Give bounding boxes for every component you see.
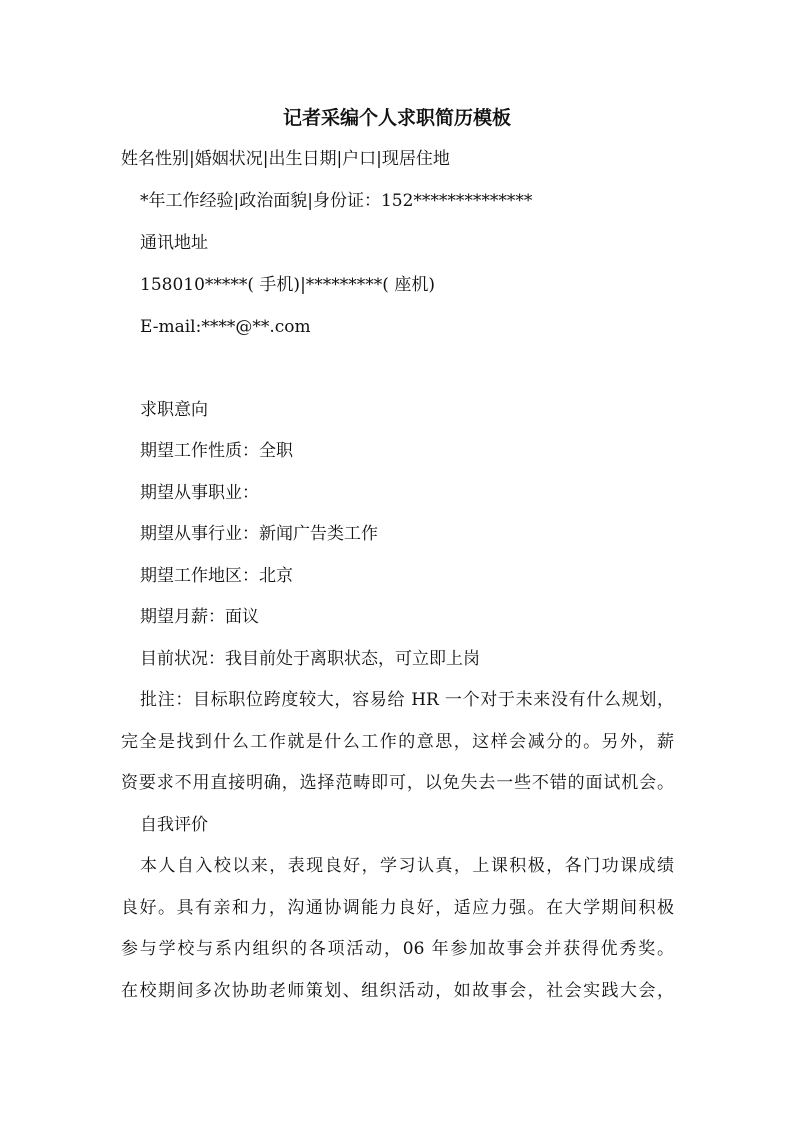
- job-intention-item: 期望工作性质：全职: [140, 441, 293, 461]
- phone-line: 158010*****( 手机)|*********( 座机): [140, 275, 435, 295]
- page-title: 记者采编个人求职简历模板: [282, 107, 511, 129]
- self-evaluation-line: 在校期间多次协助老师策划、组织活动，如故事会，社会实践大会，: [121, 981, 674, 1001]
- job-intention-item: 期望月薪：面议: [140, 607, 259, 627]
- job-intention-item: 期望从事行业：新闻广告类工作: [140, 524, 378, 544]
- email-line: E-mail:****@**.com: [140, 317, 311, 337]
- note-line: 批注：目标职位跨度较大，容易给 HR 一个对于未来没有什么规划，: [140, 690, 674, 710]
- address-label: 通讯地址: [140, 233, 208, 253]
- self-evaluation-heading: 自我评价: [140, 815, 208, 835]
- basic-info-line2: *年工作经验|政治面貌|身份证：152**************: [140, 191, 533, 211]
- job-intention-item: 期望工作地区：北京: [140, 566, 293, 586]
- job-intention-item: 期望从事职业：: [140, 483, 259, 503]
- self-evaluation-line: 良好。具有亲和力，沟通协调能力良好，适应力强。在大学期间积极: [121, 898, 674, 918]
- job-intention-heading: 求职意向: [140, 400, 208, 420]
- self-evaluation-line: 本人自入校以来，表现良好，学习认真，上课积极，各门功课成绩: [140, 856, 674, 876]
- note-line: 完全是找到什么工作就是什么工作的意思，这样会减分的。另外，薪: [121, 732, 674, 752]
- note-line: 资要求不用直接明确，选择范畴即可，以免失去一些不错的面试机会。: [121, 773, 674, 793]
- basic-info-fields: 姓名性别|婚姻状况|出生日期|户口|现居住地: [121, 149, 450, 169]
- job-intention-item: 目前状况：我目前处于离职状态，可立即上岗: [140, 649, 480, 669]
- self-evaluation-line: 参与学校与系内组织的各项活动，06 年参加故事会并获得优秀奖。: [121, 939, 674, 959]
